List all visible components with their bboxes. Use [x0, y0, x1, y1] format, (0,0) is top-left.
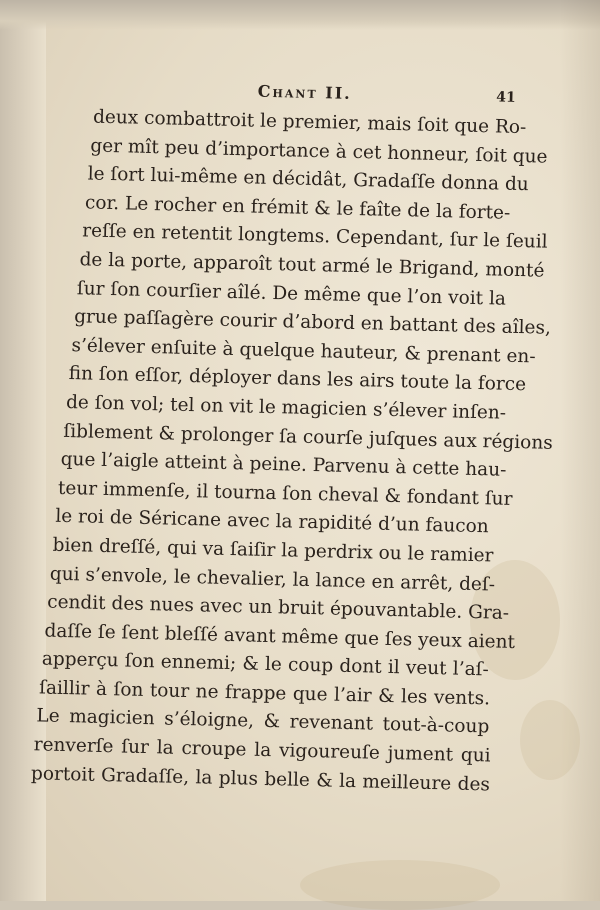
text-line: ſaillir à ſon tour ne frappe que l’air & les vents.: [38, 677, 491, 710]
text-line: s’élever enſuite à quelque hauteur, & prenant en-: [71, 334, 536, 368]
paper-foxing-stain: [520, 700, 580, 780]
text-line: teur immenſe, il tourna ſon cheval & fondant ſur: [57, 477, 513, 510]
page-number: 41: [496, 89, 516, 106]
text-line: le roi de Séricane avec la rapidité d’un faucon: [55, 506, 489, 538]
text-line: deux combattroit le premier, mais ſoit que Ro-: [92, 106, 527, 139]
text-line: portoit Gradaſſe, la plus belle & la meilleure des: [30, 762, 491, 796]
text-line: ſur ſon courſier aîlé. De même que l’on voit la: [76, 277, 507, 310]
text-line: apperçu ſon ennemi; & le coup dont il veut l’aſ-: [41, 648, 489, 681]
text-line: de la porte, apparoît tout armé le Brigand, monté: [79, 249, 545, 282]
paper-foxing-stain: [300, 860, 500, 910]
text-line: de ſon vol; tel on vit le magicien s’élever inſen-: [65, 391, 507, 424]
text-line: que l’aigle atteint à peine. Parvenu à cette hau-: [60, 449, 507, 481]
text-line: ger mît peu d’importance à cet honneur, ſoit que: [90, 135, 548, 168]
printed-page: [23, 76, 554, 800]
text-line: bien dreſſé, qui va ſaiſir la perdrix ou le ramier: [52, 534, 494, 567]
text-line: renverſe ſur la croupe la vigoureuſe jument qui: [33, 734, 491, 767]
text-line: cor. Le rocher en frémit & le faîte de la forte-: [84, 192, 511, 224]
text-line: ſiblement & prolonger ſa courſe juſques aux régions: [63, 420, 554, 454]
text-line: reſſe en retentit longtems. Cependant, ſur le ſeuil: [82, 220, 548, 254]
text-line: daſſe ſe ſent bleſſé avant même que ſes yeux aient: [44, 620, 516, 653]
text-line: fin ſon eſſor, déployer dans les airs toute la force: [68, 363, 527, 396]
text-line: cendit des nues avec un bruit épouvantable. Gra-: [46, 591, 510, 624]
body-text: [23, 102, 554, 800]
page-top-edge: [0, 0, 600, 30]
text-line: qui s’envole, le chevalier, la lance en arrêt, deſ-: [49, 563, 496, 596]
text-line: Le magicien s’éloigne, & revenant tout-à-coup: [36, 705, 490, 738]
text-line: grue paſſagère courir d’abord en battant des aîles,: [73, 306, 552, 339]
text-line: le ſort lui-même en décidât, Gradaſſe donna du: [87, 163, 529, 196]
chapter-heading: Chant II.: [257, 81, 352, 103]
